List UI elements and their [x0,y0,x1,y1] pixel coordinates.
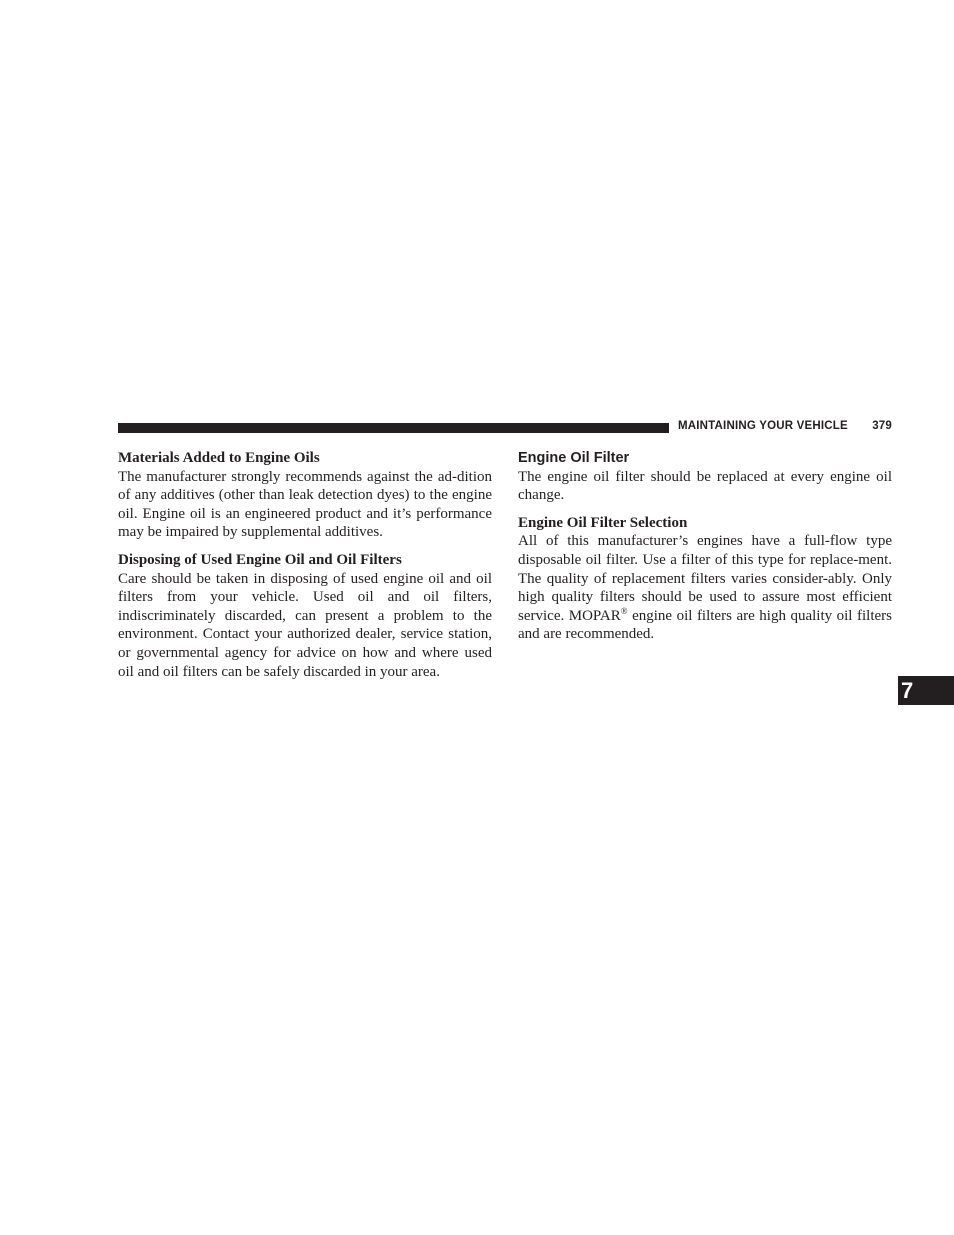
left-column [118,449,492,690]
header-rule [118,423,669,433]
registered-trademark-mark: ® [620,605,628,616]
section-heading: Materials Added to Engine Oils [118,450,320,466]
section-paragraph: Care should be taken in disposing of used engine oil and oil filters from your vehicle. Used oil and oil filters, indiscriminately discarded, can present a problem to the environment. Contact your authorized dealer, service station, or governmental agency for advice on how and where used oil and oil filters can be safely discarded in your area. [118,570,492,680]
section-heading: Engine Oil Filter [518,450,630,466]
section-paragraph [518,532,892,644]
section-paragraph: The manufacturer strongly recommends against the ad-dition of any additives (other than leak detection dyes) to the engine oil. Engine oil is an engineered product and it’s performance may be impaired by supplemental additives. [118,468,492,541]
paragraph-text-part: engine oil filters are high quality oil filters and are recommended. [518,607,892,643]
chapter-tab [898,676,954,705]
running-header [678,420,892,432]
right-column [518,449,892,653]
paragraph-text-part: All of this manufacturer’s engines have a full-flow type disposable oil filter. Use a filter of this type for replace-ment. The quality of replacement filters varies consider-ably. Only high quality filters should be used to assure most efficient service. MOPAR [518,533,892,624]
section-engine-oil-filter [518,449,892,505]
page-number: 379 [872,420,892,432]
section-heading: Engine Oil Filter Selection [518,514,688,531]
chapter-number: 7 [901,678,914,703]
header-section-title: MAINTAINING YOUR VEHICLE [678,420,848,432]
section-disposing-oil [118,551,492,681]
section-paragraph: The engine oil filter should be replaced at every engine oil change. [518,468,892,504]
section-heading: Disposing of Used Engine Oil and Oil Filters [118,551,402,568]
section-materials-added [118,449,492,542]
section-oil-filter-selection [518,514,892,644]
